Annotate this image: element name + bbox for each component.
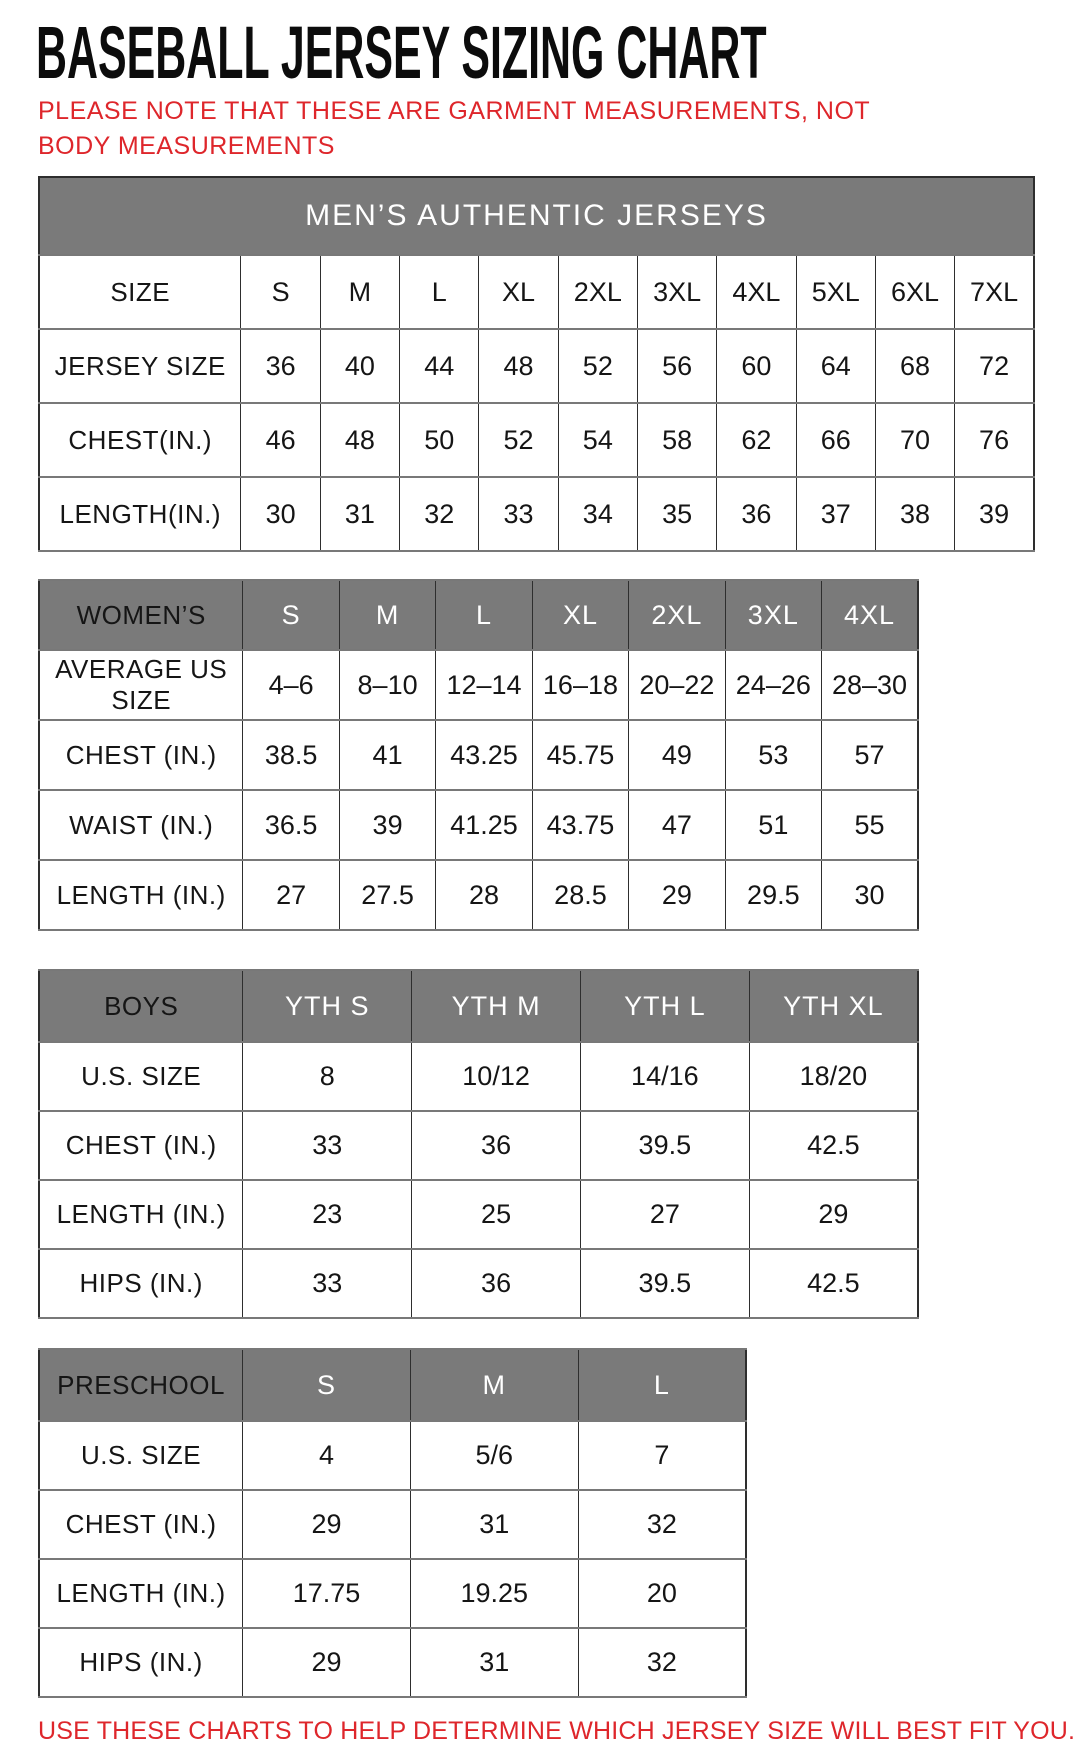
boys-cell-2-0: 23: [243, 1180, 412, 1249]
mens-cell-2-9: 76: [955, 403, 1034, 477]
womens-header-size-2: L: [436, 580, 532, 650]
preschool-cell-2-0: 17.75: [243, 1559, 411, 1628]
mens-row-2: [39, 403, 1034, 477]
preschool-row-1: [39, 1490, 746, 1559]
womens-cell-2-1: 39: [339, 790, 435, 860]
boys-sizing-table: [38, 969, 919, 1319]
preschool-cell-2-2: 20: [578, 1559, 746, 1628]
fit-advice-note: USE THESE CHARTS TO HELP DETERMINE WHICH JERSEY SIZE WILL BEST FIT YOU.: [38, 1717, 1076, 1745]
boys-header-size-2: YTH L: [580, 970, 749, 1042]
womens-cell-2-5: 51: [725, 790, 821, 860]
womens-header-label: WOMEN’S: [39, 580, 243, 650]
boys-row-3-label: HIPS (IN.): [39, 1249, 243, 1318]
boys-cell-1-0: 33: [243, 1111, 412, 1180]
mens-cell-1-6: 60: [717, 329, 796, 403]
mens-cell-3-3: 33: [479, 477, 558, 551]
mens-row-0-label: SIZE: [39, 255, 241, 329]
mens-cell-3-7: 37: [796, 477, 875, 551]
mens-banner-title: MEN’S AUTHENTIC JERSEYS: [39, 177, 1034, 255]
page-title-text: BASEBALL JERSEY SIZING CHART: [36, 11, 767, 94]
preschool-row-3: [39, 1628, 746, 1697]
womens-cell-3-3: 28.5: [532, 860, 628, 930]
preschool-cell-0-0: 4: [243, 1421, 411, 1490]
womens-cell-1-0: 38.5: [243, 720, 339, 790]
preschool-header-size-2: L: [578, 1349, 746, 1421]
boys-row-0: [39, 1042, 918, 1111]
preschool-header-label: PRESCHOOL: [39, 1349, 243, 1421]
mens-cell-2-1: 48: [320, 403, 399, 477]
mens-cell-0-9: 7XL: [955, 255, 1034, 329]
womens-row-2-label: WAIST (IN.): [39, 790, 243, 860]
mens-cell-0-0: S: [241, 255, 320, 329]
womens-cell-2-6: 55: [822, 790, 918, 860]
mens-cell-3-5: 35: [637, 477, 716, 551]
preschool-row-0-label: U.S. SIZE: [39, 1421, 243, 1490]
mens-cell-3-0: 30: [241, 477, 320, 551]
womens-row-3-label: LENGTH (IN.): [39, 860, 243, 930]
womens-header-size-5: 3XL: [725, 580, 821, 650]
womens-cell-1-3: 45.75: [532, 720, 628, 790]
boys-cell-0-1: 10/12: [412, 1042, 581, 1111]
boys-cell-1-2: 39.5: [580, 1111, 749, 1180]
preschool-cell-0-2: 7: [578, 1421, 746, 1490]
preschool-header-row: [39, 1349, 746, 1421]
mens-cell-1-7: 64: [796, 329, 875, 403]
mens-cell-0-3: XL: [479, 255, 558, 329]
boys-cell-0-2: 14/16: [580, 1042, 749, 1111]
womens-cell-0-5: 24–26: [725, 650, 821, 720]
mens-cell-3-9: 39: [955, 477, 1034, 551]
womens-cell-2-4: 47: [629, 790, 725, 860]
preschool-row-3-label: HIPS (IN.): [39, 1628, 243, 1697]
preschool-cell-1-2: 32: [578, 1490, 746, 1559]
boys-cell-2-1: 25: [412, 1180, 581, 1249]
mens-cell-3-2: 32: [400, 477, 479, 551]
womens-cell-0-4: 20–22: [629, 650, 725, 720]
mens-cell-2-3: 52: [479, 403, 558, 477]
boys-header-size-3: YTH XL: [749, 970, 918, 1042]
mens-cell-2-6: 62: [717, 403, 796, 477]
boys-row-0-label: U.S. SIZE: [39, 1042, 243, 1111]
preschool-cell-0-1: 5/6: [410, 1421, 578, 1490]
mens-cell-1-4: 52: [558, 329, 637, 403]
mens-cell-1-2: 44: [400, 329, 479, 403]
preschool-cell-2-1: 19.25: [410, 1559, 578, 1628]
womens-row-0-label: AVERAGE US SIZE: [39, 650, 243, 720]
mens-cell-0-2: L: [400, 255, 479, 329]
garment-measurement-note: PLEASE NOTE THAT THESE ARE GARMENT MEASUREMENTS, NOT BODY MEASUREMENTS: [38, 97, 870, 160]
mens-cell-3-4: 34: [558, 477, 637, 551]
page-title: [36, 11, 1077, 94]
womens-cell-2-0: 36.5: [243, 790, 339, 860]
womens-row-1: [39, 720, 918, 790]
preschool-cell-1-0: 29: [243, 1490, 411, 1559]
mens-cell-0-7: 5XL: [796, 255, 875, 329]
boys-cell-3-2: 39.5: [580, 1249, 749, 1318]
womens-cell-0-1: 8–10: [339, 650, 435, 720]
mens-row-1: [39, 329, 1034, 403]
womens-cell-3-2: 28: [436, 860, 532, 930]
mens-row-3-label: LENGTH(IN.): [39, 477, 241, 551]
preschool-cell-3-1: 31: [410, 1628, 578, 1697]
mens-cell-1-9: 72: [955, 329, 1034, 403]
womens-header-size-3: XL: [532, 580, 628, 650]
mens-cell-0-6: 4XL: [717, 255, 796, 329]
womens-cell-3-4: 29: [629, 860, 725, 930]
womens-row-2: [39, 790, 918, 860]
mens-cell-0-4: 2XL: [558, 255, 637, 329]
womens-cell-3-5: 29.5: [725, 860, 821, 930]
mens-cell-1-0: 36: [241, 329, 320, 403]
womens-row-3: [39, 860, 918, 930]
mens-banner-row: [39, 177, 1034, 255]
womens-header-size-1: M: [339, 580, 435, 650]
boys-cell-0-0: 8: [243, 1042, 412, 1111]
womens-cell-3-1: 27.5: [339, 860, 435, 930]
preschool-header-size-0: S: [243, 1349, 411, 1421]
mens-cell-2-0: 46: [241, 403, 320, 477]
mens-cell-1-8: 68: [875, 329, 954, 403]
womens-cell-3-6: 30: [822, 860, 918, 930]
mens-cell-2-5: 58: [637, 403, 716, 477]
womens-sizing-table: [38, 579, 919, 931]
boys-row-1: [39, 1111, 918, 1180]
mens-cell-0-8: 6XL: [875, 255, 954, 329]
womens-header-size-6: 4XL: [822, 580, 918, 650]
boys-row-2-label: LENGTH (IN.): [39, 1180, 243, 1249]
preschool-sizing-table: [38, 1348, 747, 1698]
mens-cell-2-2: 50: [400, 403, 479, 477]
boys-cell-2-3: 29: [749, 1180, 918, 1249]
boys-cell-2-2: 27: [580, 1180, 749, 1249]
mens-cell-1-5: 56: [637, 329, 716, 403]
preschool-row-2: [39, 1559, 746, 1628]
boys-cell-1-3: 42.5: [749, 1111, 918, 1180]
womens-cell-0-2: 12–14: [436, 650, 532, 720]
boys-row-3: [39, 1249, 918, 1318]
womens-header-size-0: S: [243, 580, 339, 650]
mens-cell-0-5: 3XL: [637, 255, 716, 329]
womens-cell-1-5: 53: [725, 720, 821, 790]
boys-cell-0-3: 18/20: [749, 1042, 918, 1111]
mens-row-1-label: JERSEY SIZE: [39, 329, 241, 403]
preschool-cell-3-0: 29: [243, 1628, 411, 1697]
preschool-header-size-1: M: [410, 1349, 578, 1421]
preschool-row-2-label: LENGTH (IN.): [39, 1559, 243, 1628]
boys-cell-1-1: 36: [412, 1111, 581, 1180]
mens-cell-0-1: M: [320, 255, 399, 329]
mens-cell-2-8: 70: [875, 403, 954, 477]
womens-cell-0-0: 4–6: [243, 650, 339, 720]
womens-cell-0-3: 16–18: [532, 650, 628, 720]
boys-cell-3-0: 33: [243, 1249, 412, 1318]
mens-cell-3-1: 31: [320, 477, 399, 551]
preschool-row-1-label: CHEST (IN.): [39, 1490, 243, 1559]
mens-cell-1-1: 40: [320, 329, 399, 403]
mens-cell-2-4: 54: [558, 403, 637, 477]
mens-row-0: [39, 255, 1034, 329]
preschool-cell-1-1: 31: [410, 1490, 578, 1559]
womens-row-0: [39, 650, 918, 720]
mens-cell-3-8: 38: [875, 477, 954, 551]
boys-row-1-label: CHEST (IN.): [39, 1111, 243, 1180]
mens-row-2-label: CHEST(IN.): [39, 403, 241, 477]
boys-header-size-1: YTH M: [412, 970, 581, 1042]
womens-header-size-4: 2XL: [629, 580, 725, 650]
womens-header-row: [39, 580, 918, 650]
womens-cell-3-0: 27: [243, 860, 339, 930]
boys-row-2: [39, 1180, 918, 1249]
preschool-row-0: [39, 1421, 746, 1490]
womens-cell-1-1: 41: [339, 720, 435, 790]
preschool-cell-3-2: 32: [578, 1628, 746, 1697]
womens-cell-1-2: 43.25: [436, 720, 532, 790]
womens-cell-0-6: 28–30: [822, 650, 918, 720]
boys-header-size-0: YTH S: [243, 970, 412, 1042]
boys-cell-3-1: 36: [412, 1249, 581, 1318]
mens-cell-2-7: 66: [796, 403, 875, 477]
mens-cell-1-3: 48: [479, 329, 558, 403]
mens-cell-3-6: 36: [717, 477, 796, 551]
boys-cell-3-3: 42.5: [749, 1249, 918, 1318]
womens-cell-1-6: 57: [822, 720, 918, 790]
womens-row-1-label: CHEST (IN.): [39, 720, 243, 790]
mens-authentic-jerseys-table: [38, 176, 1035, 552]
mens-row-3: [39, 477, 1034, 551]
womens-cell-2-3: 43.75: [532, 790, 628, 860]
boys-header-row: [39, 970, 918, 1042]
womens-cell-1-4: 49: [629, 720, 725, 790]
womens-cell-2-2: 41.25: [436, 790, 532, 860]
boys-header-label: BOYS: [39, 970, 243, 1042]
